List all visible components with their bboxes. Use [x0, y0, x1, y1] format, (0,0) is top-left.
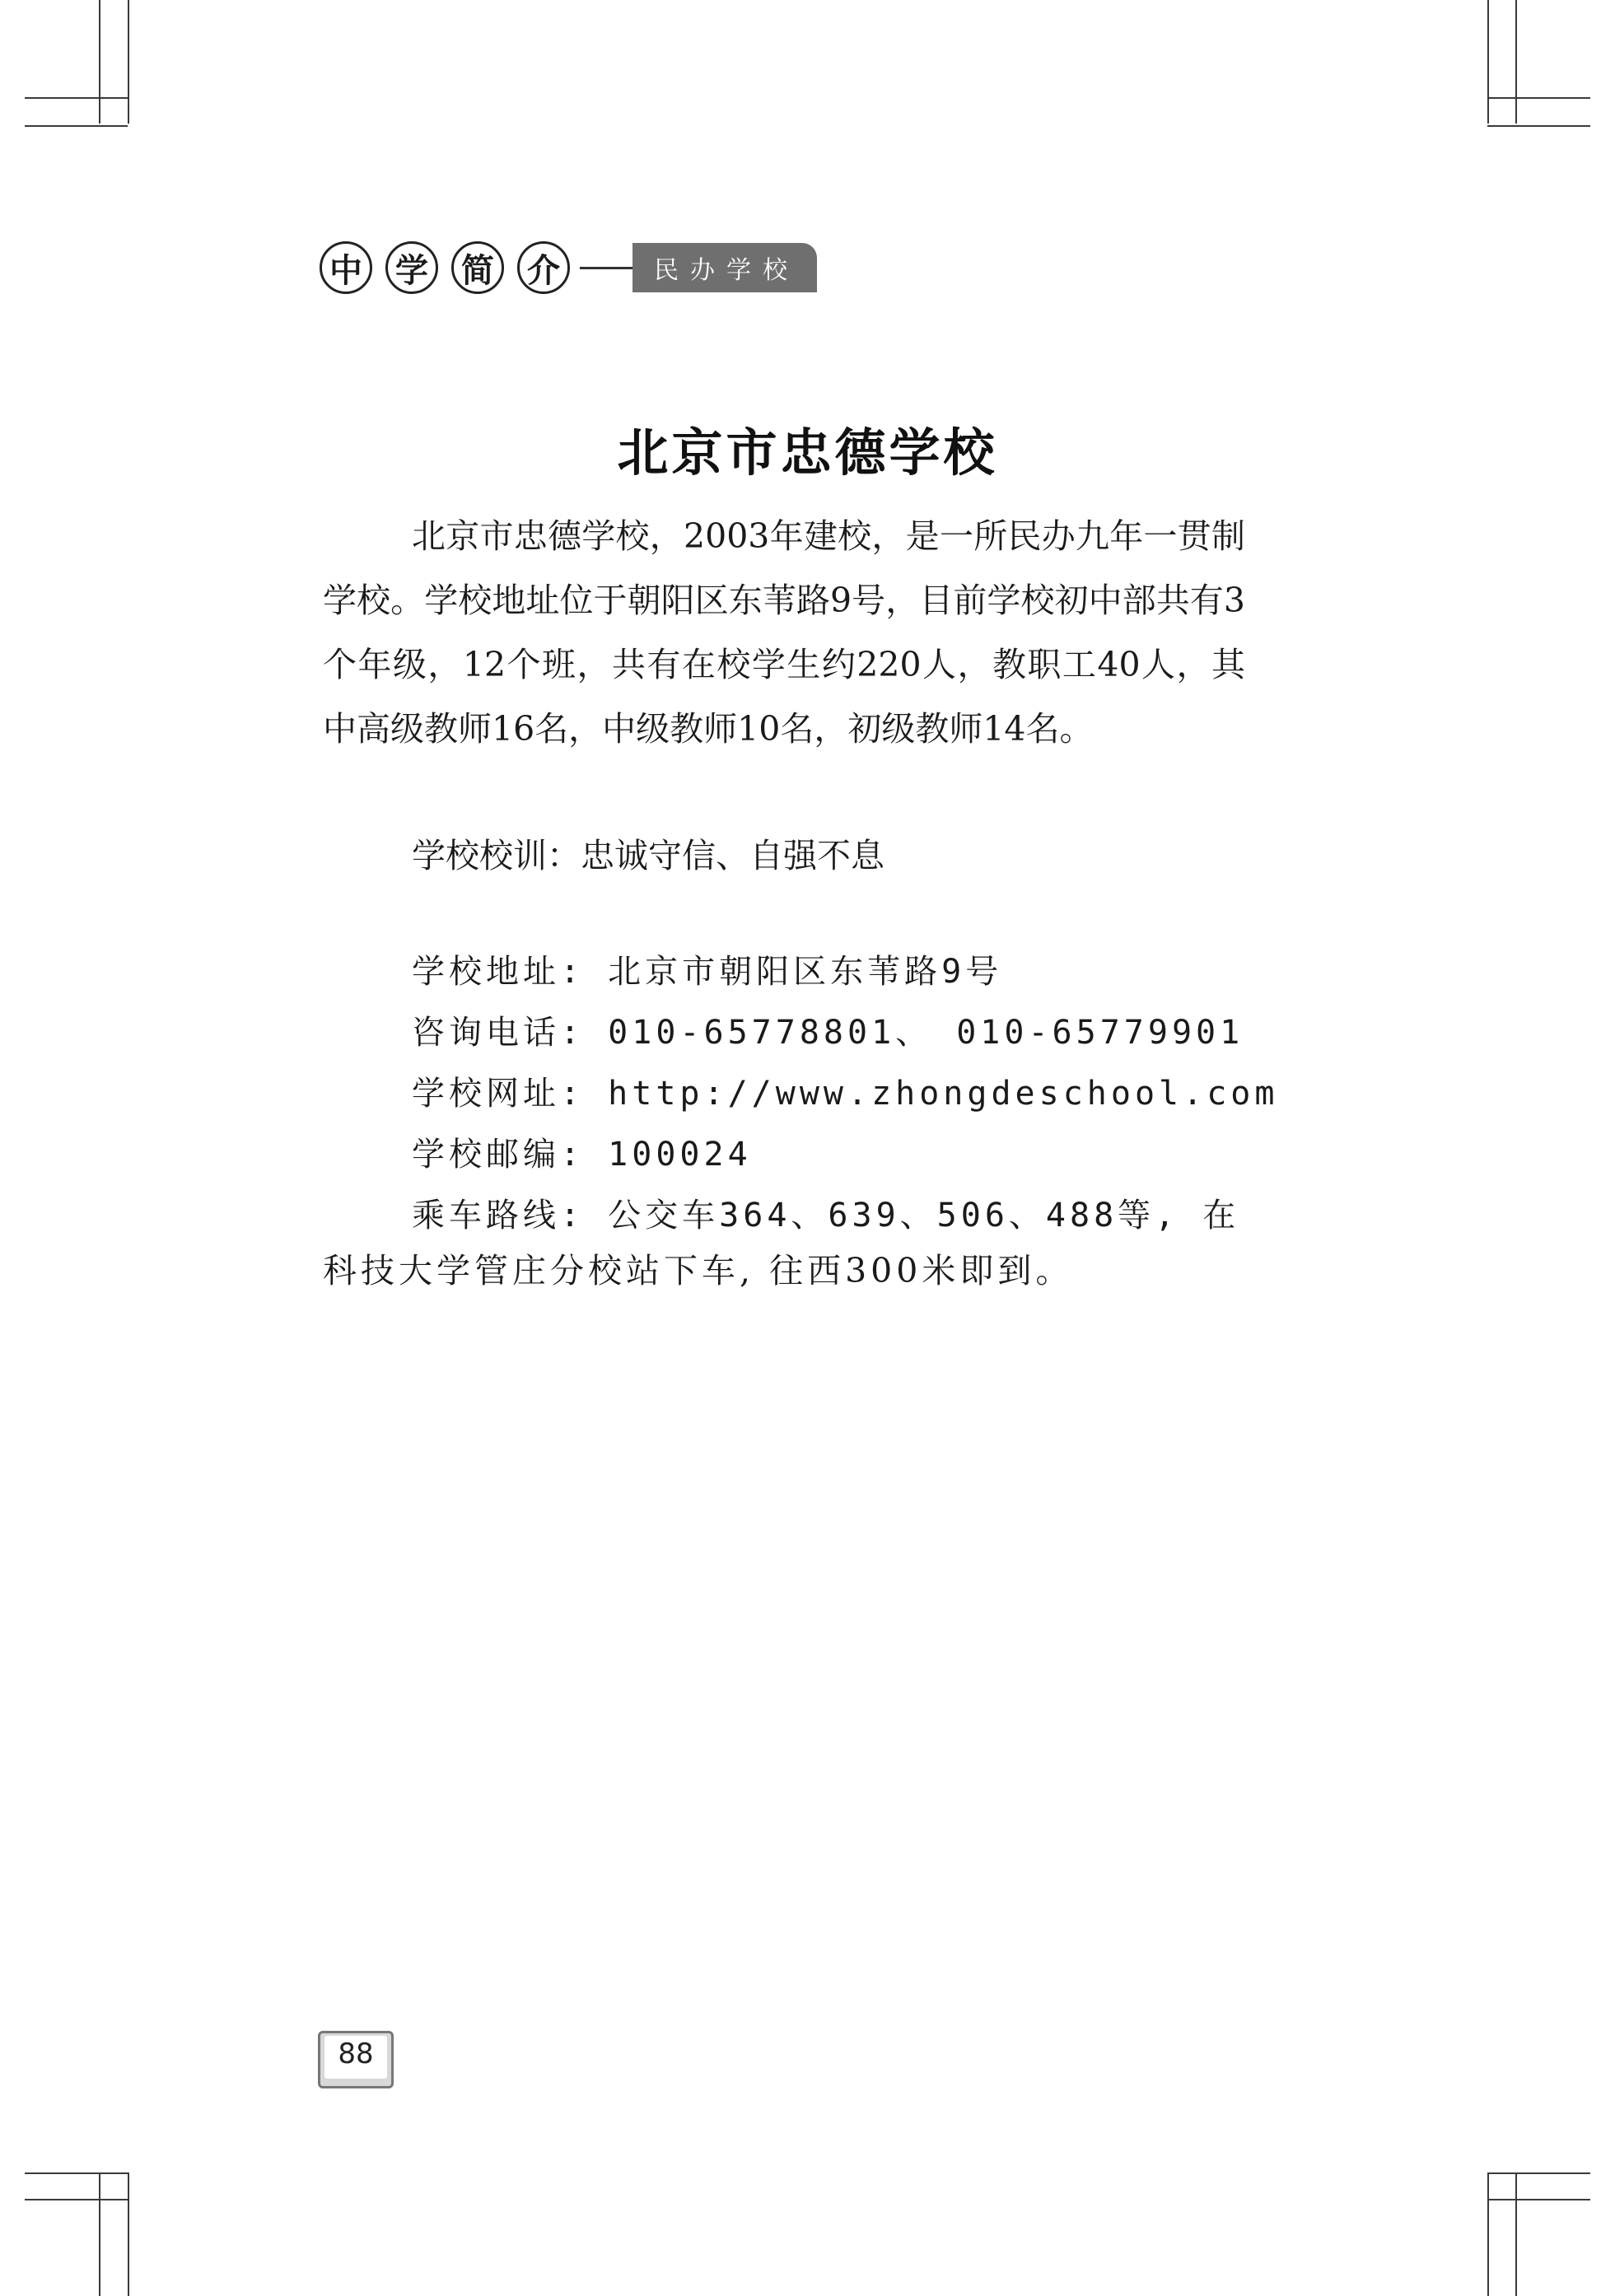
page-title: 北京市忠德学校 [617, 422, 998, 483]
route-line: 乘车路线: 公交车364、639、506、488等, 在 [412, 1197, 1240, 1234]
school-motto: 学校校训：忠诚守信、自强不息 [412, 836, 885, 875]
header-connector-line [580, 267, 632, 269]
page-number: 88 [338, 2037, 374, 2070]
crop-mark [25, 97, 128, 99]
crop-mark [25, 125, 128, 127]
header-circle-char: 中 [320, 241, 372, 294]
crop-mark [128, 0, 129, 124]
intro-paragraph: 北京市忠德学校，2003年建校，是一所民办九年一贯制学校。学校地址位于朝阳区东苇路9号，目前学校初中部共有3个年级，12个班，共有在校学生约220人，教职工40人，其中高级教师16名，中级教师10名，初级教师14名。 [323, 516, 1245, 749]
crop-mark [1487, 0, 1489, 124]
address-line: 学校地址: 北京市朝阳区东苇路9号 [412, 953, 1003, 991]
crop-mark [25, 2199, 128, 2200]
section-header [320, 239, 817, 296]
header-circle-char: 简 [451, 241, 504, 294]
crop-mark [99, 0, 100, 124]
crop-mark [1515, 0, 1517, 124]
phone-line: 咨询电话: 010-65778801、 010-65779901 [412, 1014, 1244, 1052]
route-line-continued: 科技大学管庄分校站下车, 往西300米即到。 [323, 1251, 1074, 1290]
header-circle-char: 学 [385, 241, 438, 294]
crop-mark [1487, 97, 1590, 99]
website-line: 学校网址: http://www.zhongdeschool.com [412, 1075, 1279, 1113]
crop-mark [1487, 125, 1590, 127]
crop-mark [1487, 2199, 1590, 2200]
crop-mark [1487, 2172, 1489, 2296]
page-number-badge [318, 2031, 394, 2088]
crop-mark [1515, 2172, 1517, 2296]
crop-mark [99, 2172, 100, 2296]
category-tag: 民办学校 [632, 243, 817, 292]
crop-mark [1487, 2172, 1590, 2174]
header-circle-char: 介 [517, 241, 570, 294]
crop-mark [25, 2172, 128, 2174]
postcode-line: 学校邮编: 100024 [412, 1136, 752, 1174]
crop-mark [128, 2172, 129, 2296]
